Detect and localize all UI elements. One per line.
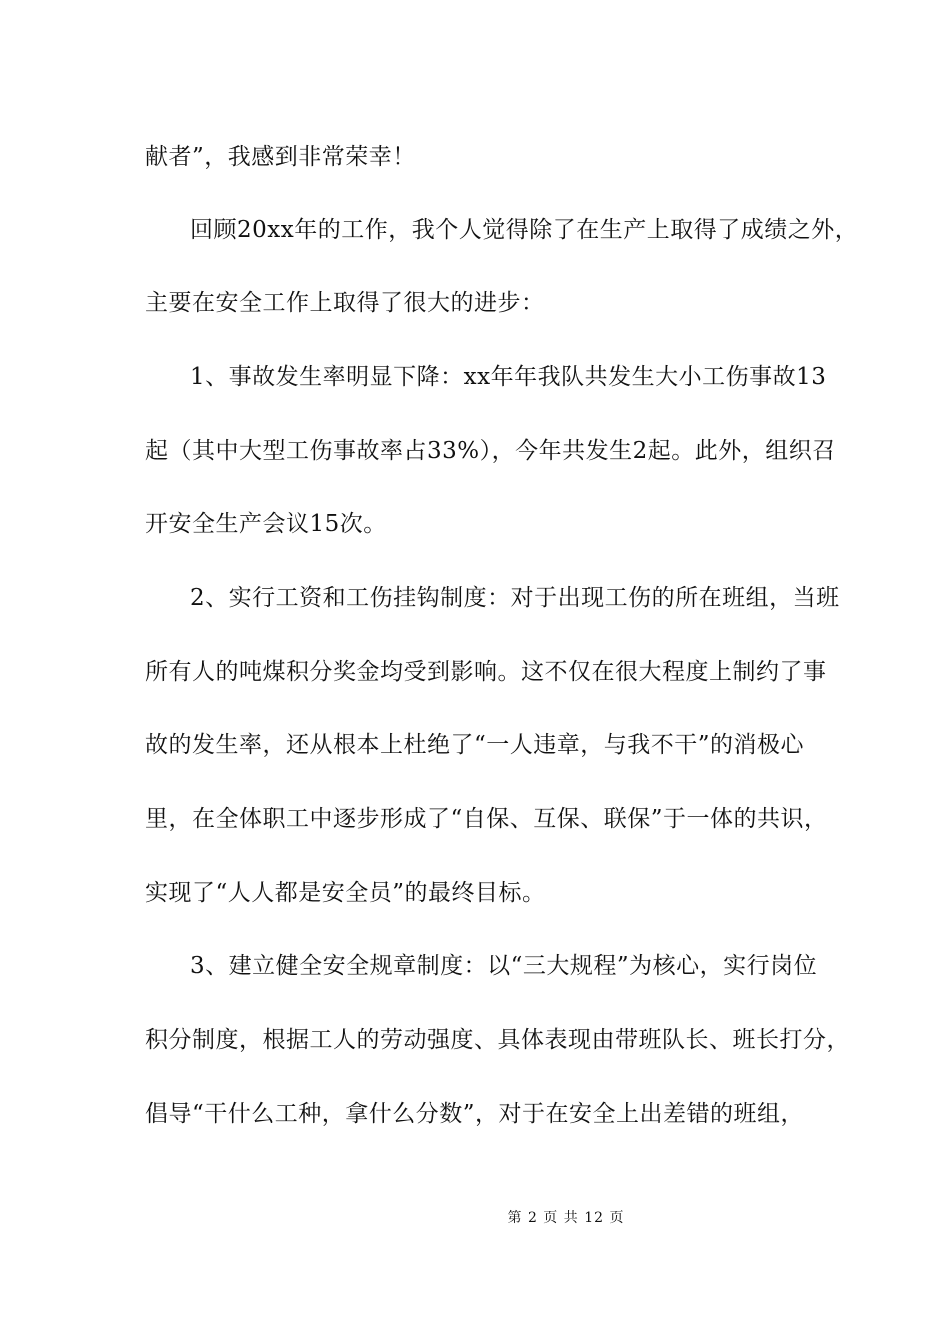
- page-footer: [0, 1208, 950, 1228]
- text-line: 起（其中大型工伤事故率占33%），今年共发生2起。此外，组织召: [145, 438, 836, 464]
- text-line: 里，在全体职工中逐步形成了“自保、互保、联保”于一体的共识，: [145, 806, 828, 832]
- text-line: 1、事故发生率明显下降：xx年年我队共发生大小工伤事故13: [190, 364, 827, 390]
- text-line: 2、实行工资和工伤挂钩制度：对于出现工伤的所在班组，当班: [190, 585, 840, 611]
- text-line: 倡导“干什么工种，拿什么分数”，对于在安全上出差错的班组，: [145, 1101, 805, 1127]
- text-line: 开安全生产会议15次。: [145, 511, 387, 537]
- text-line: 积分制度，根据工人的劳动强度、具体表现由带班队长、班长打分，: [145, 1027, 850, 1053]
- text-line: 3、建立健全安全规章制度：以“三大规程”为核心，实行岗位: [190, 953, 818, 979]
- text-line: 献者”，我感到非常荣幸！: [145, 144, 416, 170]
- text-line: 故的发生率，还从根本上杜绝了“一人违章，与我不干”的消极心: [145, 732, 805, 758]
- text-line: 回顾20xx年的工作，我个人觉得除了在生产上取得了成绩之外，: [190, 217, 859, 243]
- text-line: 实现了“人人都是安全员”的最终目标。: [145, 880, 546, 906]
- page-number: 第 2 页 共 12 页: [507, 1210, 625, 1226]
- text-line: 所有人的吨煤积分奖金均受到影响。这不仅在很大程度上制约了事: [145, 659, 827, 685]
- text-line: 主要在安全工作上取得了很大的进步：: [145, 290, 545, 316]
